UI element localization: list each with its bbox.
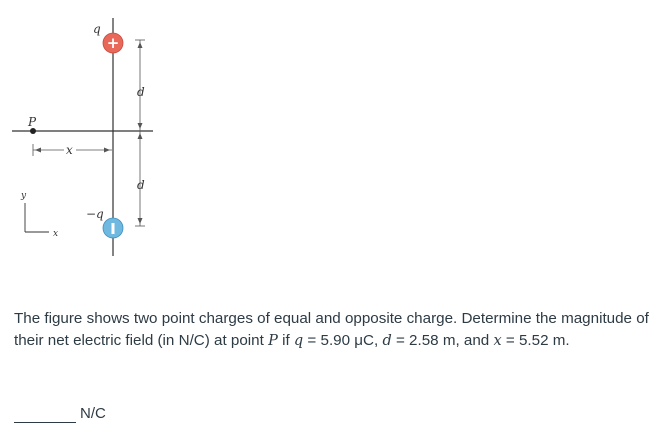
answer-row [14,405,106,423]
axis-y-label: y [21,191,27,201]
unit-label: N/C [80,405,106,422]
point-p-symbol: P [268,333,278,349]
x-symbol: x [493,333,502,349]
q-positive-label: q [93,22,101,36]
p-label: P [28,115,37,129]
answer-input[interactable] [14,408,76,423]
x-label: x [66,143,73,157]
q-symbol: q [293,333,304,349]
axis-x-label: x [53,229,59,239]
question-text: The figure shows two point charges of equal and opposite charge. Determine the magnitude of their net electric field (in N/C) at point P if q = 5.90 μC, d = 2.58 m, and x = 5.52 m. [14,310,649,349]
q-negative-label: −q [86,207,104,221]
d-label-bottom: d [137,178,145,192]
charge-diagram [0,0,200,270]
plus-sign: + [106,34,120,52]
d-symbol: d [382,333,392,349]
d-label-top: d [137,85,145,99]
